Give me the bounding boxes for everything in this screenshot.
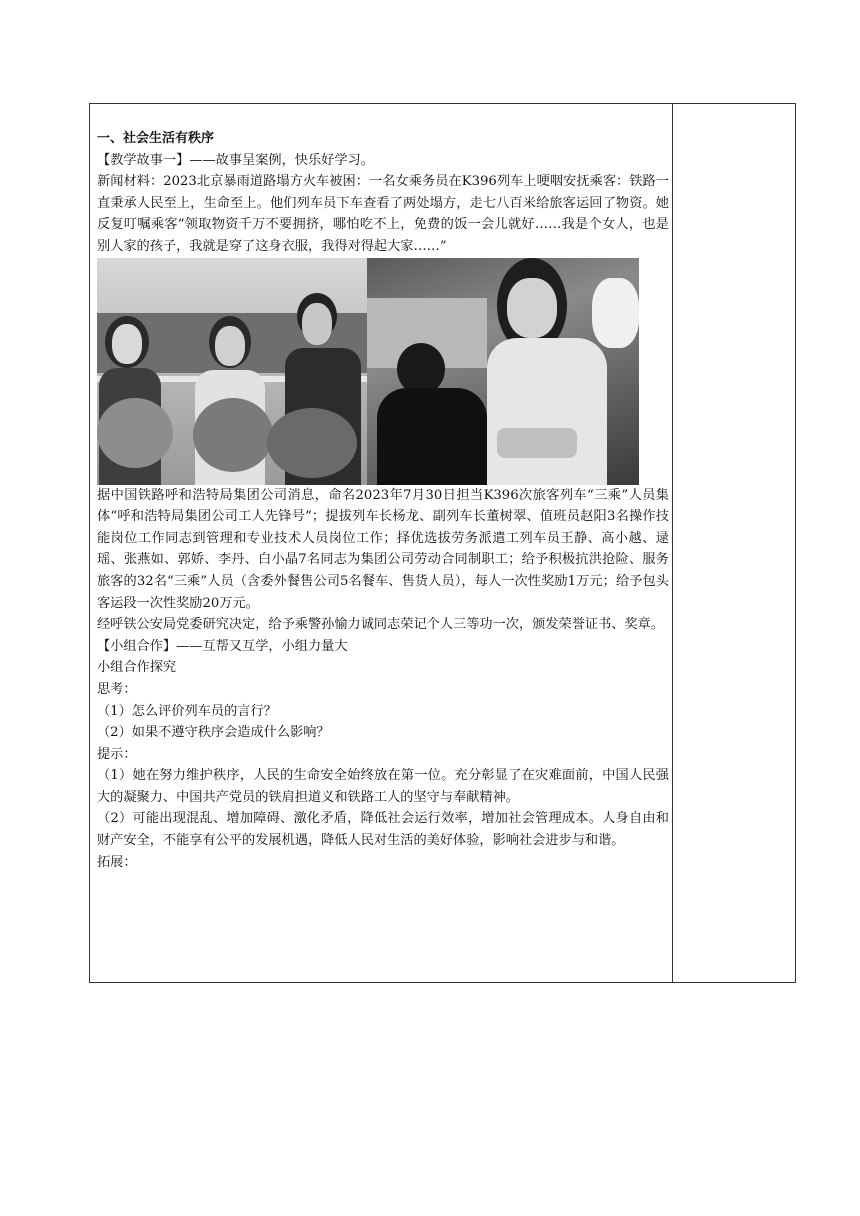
news-paragraph: 新闻材料：2023北京暴雨道路塌方火车被困：一名女乘务员在K396列车上哽咽安抚乘客：铁路一直秉承人民至上，生命至上。他们列车员下车查看了两处塌方，走七八百米给旅客运回了物资。她反复叮嘱乘客“领取物资千万不要拥挤，哪怕吃不上，免费的饭一会儿就好……我是个女人，也是别人家的孩子，我就是穿了这身衣服，我得对得起大家……” (97, 174, 669, 254)
question-1: （1）怎么评价列车员的言行？ (97, 703, 277, 719)
report-paragraph: 据中国铁路呼和浩特局集团公司消息，命名2023年7月30日担当K396次旅客列车“三乘”人员集体“呼和浩特局集团公司工人先锋号”；提拔列车长杨龙、副列车长董树翠、值班员赵阳3名操作技能岗位工作同志到管理和专业技术人员岗位工作；择优选拔劳务派遣工列车员王静、高小越、逯瑶、张燕如、郭娇、李丹、白小晶7名同志为集团公司劳动合同制职工；给予积极抗洪抢险、服务旅客的32名“三乘”人员（含委外餐售公司5名餐车、售货人员），每人一次性奖励1万元；给予包头客运段一次性奖励20万元。 (97, 487, 669, 611)
award-photo (97, 258, 367, 485)
police-paragraph: 经呼铁公安局党委研究决定，给予乘警孙愉力诚同志荣记个人三等功一次，颁发荣誉证书、奖章。 (97, 617, 665, 633)
question-2: （2）如果不遵守秩序会造成什么影响？ (97, 725, 330, 741)
lesson-table (89, 103, 796, 983)
answer-1: （1）她在努力维护秩序，人民的生命安全始终放在第一位。充分彰显了在灾难面前，中国人民强大的凝聚力、中国共产党员的铁肩担道义和铁路工人的坚守与奉献精神。 (97, 768, 669, 805)
column-divider (672, 104, 673, 982)
hint-label: 提示： (97, 746, 137, 762)
photo-row (97, 258, 669, 485)
service-photo (367, 258, 639, 485)
extend-label: 拓展： (97, 854, 137, 870)
story-title: 【教学故事一】——故事呈案例，快乐好学习。 (97, 152, 374, 168)
section-heading: 一、社会生活有秩序 (97, 131, 215, 146)
group-title: 【小组合作】——互帮又互学，小组力量大 (97, 638, 348, 654)
group-subtitle: 小组合作探究 (97, 660, 177, 676)
lesson-content-cell (97, 128, 669, 873)
think-label: 思考： (97, 681, 137, 697)
answer-2: （2）可能出现混乱、增加障碍、激化矛盾，降低社会运行效率，增加社会管理成本。人身自由和财产安全，不能享有公平的发展机遇，降低人民对生活的美好体验，影响社会进步与和谐。 (97, 811, 669, 849)
